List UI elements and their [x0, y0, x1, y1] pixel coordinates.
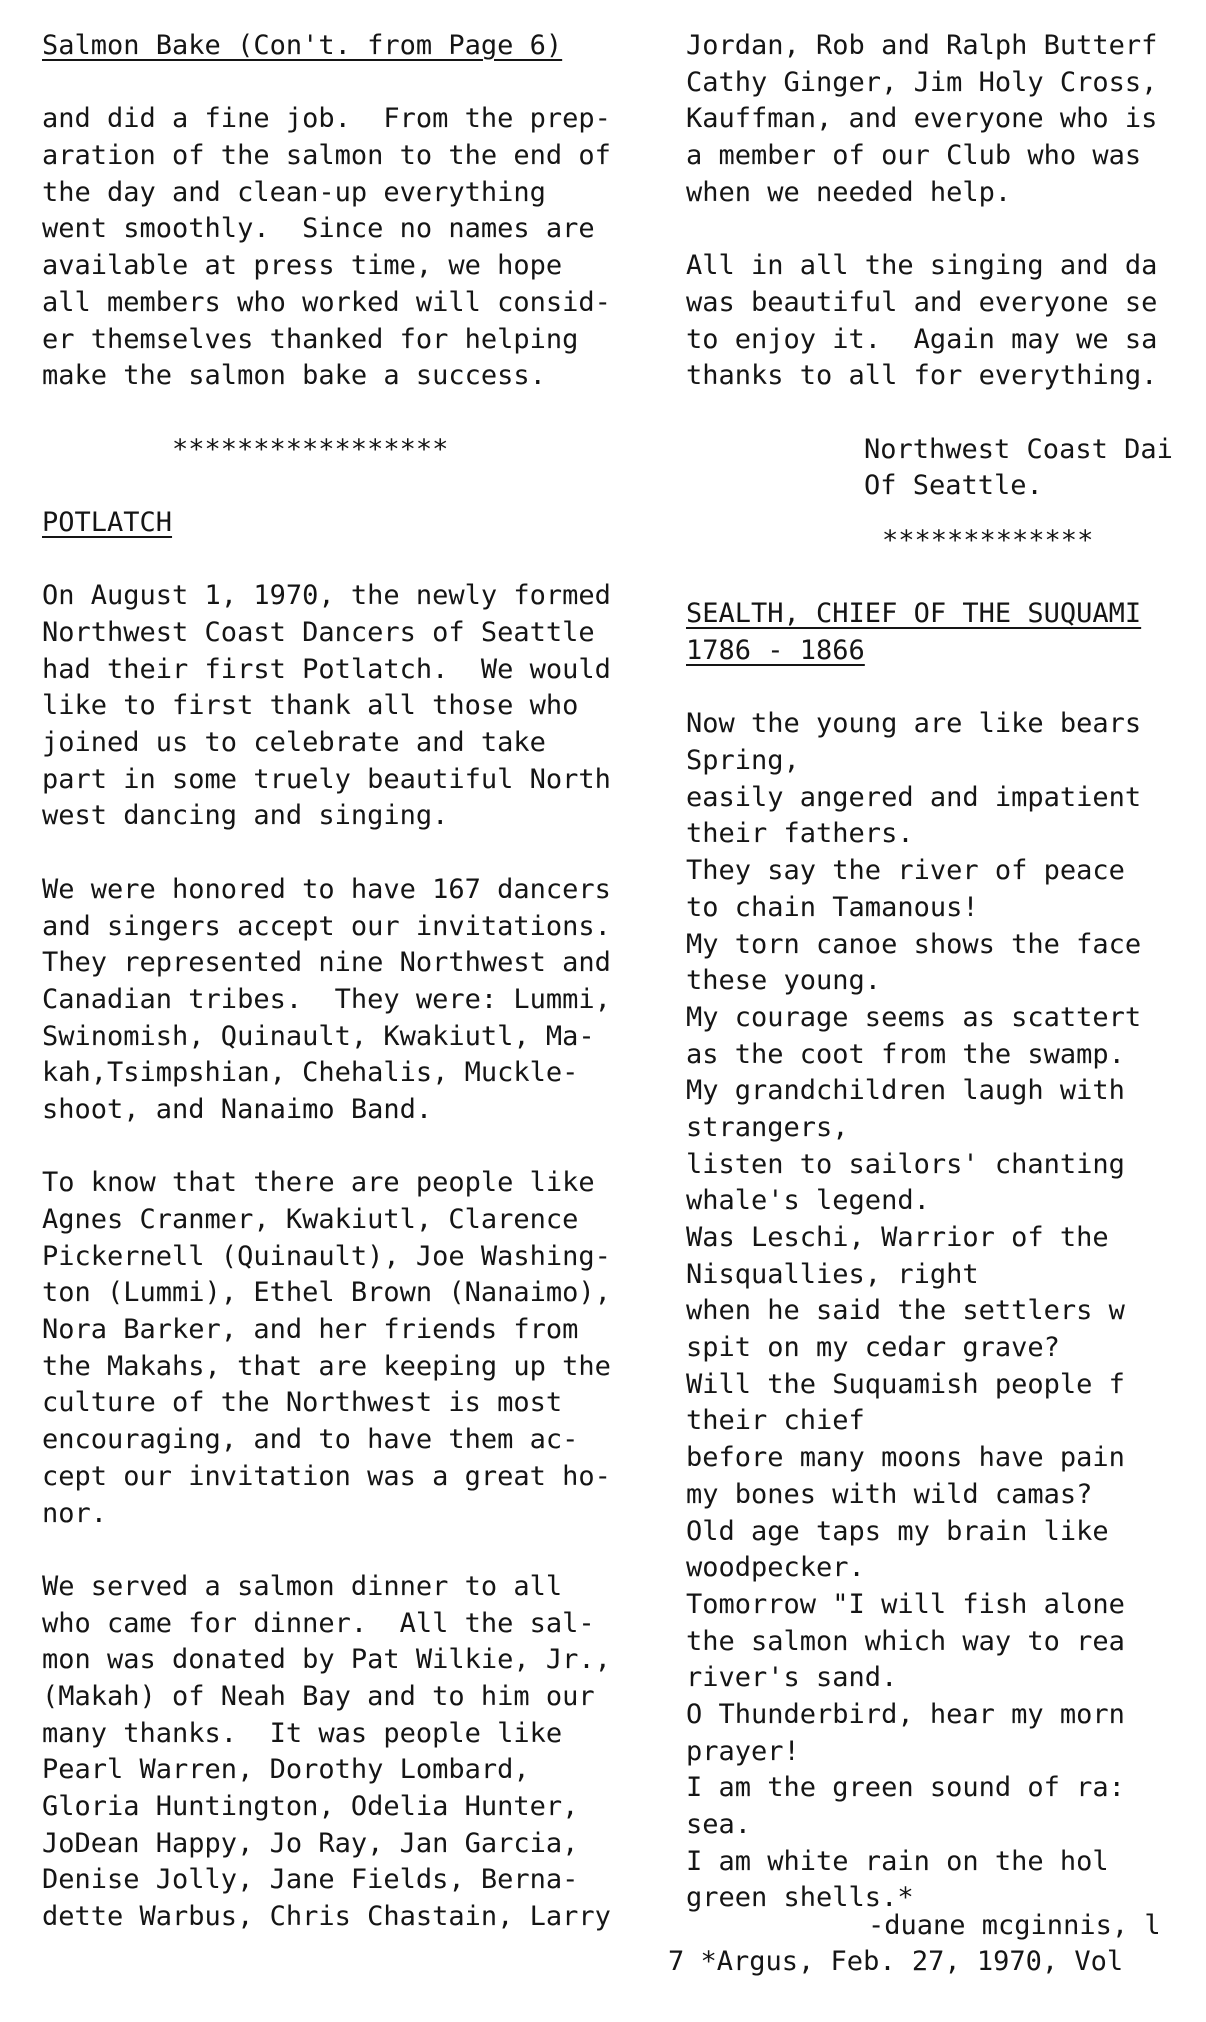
text-line: culture of the Northwest is most	[42, 1387, 563, 1419]
poem-line: I am white rain on the hol	[686, 1845, 1109, 1877]
text-line: cept our invitation was a great ho-	[42, 1460, 611, 1492]
blank-line	[42, 65, 682, 102]
text-line: We were honored to have 167 dancers	[42, 873, 611, 905]
blank-line	[686, 560, 1206, 597]
text-line: JoDean Happy, Jo Ray, Jan Garcia,	[42, 1827, 579, 1859]
salmon-bake-heading: Salmon Bake (Con't. from Page 6)	[42, 30, 563, 61]
potlatch-paragraph-2	[42, 872, 682, 1129]
poem-line: Tomorrow "I will fish alone	[686, 1588, 1125, 1620]
poem-author: -duane mcginnis, l	[868, 1910, 1161, 1941]
poem-line: as the coot from the swamp.	[686, 1038, 1125, 1070]
poem-line: I am the green sound of ra:	[686, 1772, 1125, 1804]
potlatch-heading: POTLATCH	[42, 506, 173, 538]
poem-line: Spring,	[686, 745, 800, 777]
text-line: when we needed help.	[686, 176, 1012, 208]
continued-paragraph-1	[686, 28, 1206, 211]
text-line: ton (Lummi), Ethel Brown (Nanaimo),	[42, 1277, 611, 1309]
potlatch-paragraph-3	[42, 1165, 682, 1532]
poem-line: whale's legend.	[686, 1185, 930, 1217]
poem-line: woodpecker.	[686, 1552, 865, 1584]
text-line: many thanks. It was people like	[42, 1717, 563, 1749]
blank-line	[42, 1129, 682, 1166]
text-line: All in all the singing and da	[686, 250, 1158, 282]
text-line: Jordan, Rob and Ralph Butterf	[686, 30, 1158, 61]
poem-line: Will the Suquamish people f	[686, 1368, 1125, 1400]
text-line: aration of the salmon to the end of	[42, 140, 611, 172]
text-line: was beautiful and everyone se	[686, 286, 1158, 318]
poem-line: spit on my cedar grave?	[686, 1332, 1060, 1364]
text-line: Kauffman, and everyone who is	[686, 103, 1158, 135]
poem-line: river's sand.	[686, 1662, 898, 1694]
text-line: Northwest Coast Dancers of Seattle	[42, 617, 595, 648]
poem-line: They say the river of peace	[686, 855, 1125, 887]
potlatch-paragraph-4	[42, 1569, 682, 1936]
text-line: (Makah) of Neah Bay and to him our	[42, 1680, 595, 1712]
blank-line	[42, 1532, 682, 1569]
poem-body	[686, 706, 1206, 1917]
poem-line: O Thunderbird, hear my morn	[686, 1698, 1125, 1730]
text-line: had their first Potlatch. We would	[42, 653, 611, 685]
text-line: Canadian tribes. They were: Lummi,	[42, 983, 611, 1015]
poem-line: green shells.*	[686, 1882, 914, 1914]
poem-line: My courage seems as scattert	[686, 1001, 1142, 1033]
text-line: to enjoy it. Again may we sa	[686, 323, 1158, 355]
spacer	[686, 505, 1206, 523]
poem-line: Now the young are like bears	[686, 708, 1142, 740]
section-divider-stars: *************	[882, 524, 1094, 556]
poem-line: strangers,	[686, 1111, 849, 1143]
text-line: nor.	[42, 1497, 108, 1529]
poem-line: My torn canoe shows the face	[686, 928, 1142, 960]
section-divider-stars: *****************	[172, 433, 449, 465]
poem-line: sea.	[686, 1809, 752, 1840]
text-line: kah,Tsimpshian, Chehalis, Muckle-	[42, 1057, 579, 1089]
text-line: On August 1, 1970, the newly formed	[42, 580, 611, 612]
text-line: the day and clean-up everything	[42, 176, 546, 208]
text-line: part in some truely beautiful North	[42, 763, 611, 795]
club-signature	[686, 432, 1206, 505]
text-line: To know that there are people like	[42, 1167, 595, 1199]
blank-line	[42, 468, 682, 505]
text-line: shoot, and Nanaimo Band.	[42, 1093, 433, 1125]
poem-dates: 1786 - 1866	[686, 635, 865, 666]
text-line: Nora Barker, and her friends from	[42, 1314, 579, 1346]
text-line: make the salmon bake a success.	[42, 360, 546, 392]
poem-line: listen to sailors' chanting	[686, 1148, 1125, 1180]
poem-line: prayer!	[686, 1735, 800, 1767]
page-citation: 7 *Argus, Feb. 27, 1970, Vol	[668, 1946, 1124, 1977]
blank-line	[686, 395, 1206, 432]
text-line: Gloria Huntington, Odelia Hunter,	[42, 1791, 579, 1822]
text-line: joined us to celebrate and take	[42, 727, 546, 759]
text-line: Agnes Cranmer, Kwakiutl, Clarence	[42, 1204, 579, 1235]
salmon-bake-paragraph	[42, 101, 682, 395]
poem-line: to chain Tamanous!	[686, 891, 979, 923]
blank-line	[42, 395, 682, 432]
text-line: dette Warbus, Chris Chastain, Larry	[42, 1901, 611, 1933]
text-line: Northwest Coast Dai	[864, 433, 1173, 465]
poem-line: before many moons have pain	[686, 1442, 1125, 1474]
poem-line: the salmon which way to rea	[686, 1625, 1125, 1657]
text-line: They represented nine Northwest and	[42, 947, 611, 979]
poem-line: easily angered and impatient	[686, 781, 1142, 813]
blank-line	[686, 670, 1206, 707]
text-line: er themselves thanked for helping	[42, 323, 579, 355]
text-line: Cathy Ginger, Jim Holy Cross,	[686, 66, 1158, 98]
text-line: Denise Jolly, Jane Fields, Berna-	[42, 1864, 579, 1896]
text-line: went smoothly. Since no names are	[42, 213, 595, 245]
text-line: west dancing and singing.	[42, 800, 449, 832]
right-column	[686, 28, 1206, 1917]
poem-line: their fathers.	[686, 818, 914, 850]
left-column	[42, 28, 682, 1936]
text-line: encouraging, and to have them ac-	[42, 1424, 579, 1456]
text-line: Swinomish, Quinault, Kwakiutl, Ma-	[42, 1020, 595, 1052]
text-line: mon was donated by Pat Wilkie, Jr.,	[42, 1644, 611, 1676]
text-line: available at press time, we hope	[42, 250, 563, 282]
text-line: Pickernell (Quinault), Joe Washing-	[42, 1240, 611, 1272]
poem-heading	[686, 596, 1206, 669]
poem-line: My grandchildren laugh with	[686, 1075, 1125, 1107]
text-line: and singers accept our invitations.	[42, 910, 611, 942]
text-line: We served a salmon dinner to all	[42, 1570, 563, 1602]
blank-line	[42, 835, 682, 872]
poem-line: Old age taps my brain like	[686, 1515, 1109, 1547]
text-line: a member of our Club who was	[686, 140, 1142, 172]
text-line: like to first thank all those who	[42, 690, 579, 722]
poem-line: my bones with wild camas?	[686, 1478, 1093, 1510]
potlatch-paragraph-1	[42, 578, 682, 835]
blank-line	[42, 542, 682, 579]
poem-line: Was Leschi, Warrior of the	[686, 1222, 1109, 1253]
text-line: Pearl Warren, Dorothy Lombard,	[42, 1754, 530, 1786]
poem-line: Nisquallies, right	[686, 1258, 979, 1290]
poem-line: when he said the settlers w	[686, 1295, 1125, 1327]
blank-line	[686, 211, 1206, 248]
text-line: thanks to all for everything.	[686, 360, 1158, 392]
poem-title: SEALTH, CHIEF OF THE SUQUAMI	[686, 598, 1142, 630]
poem-line: these young.	[686, 965, 882, 997]
poem-line: their chief	[686, 1405, 865, 1437]
text-line: all members who worked will consid-	[42, 286, 611, 318]
text-line: and did a fine job. From the prep-	[42, 103, 611, 135]
text-line: who came for dinner. All the sal-	[42, 1607, 595, 1639]
continued-paragraph-2	[686, 248, 1206, 395]
text-line: the Makahs, that are keeping up the	[42, 1350, 611, 1382]
text-line: Of Seattle.	[864, 470, 1043, 502]
